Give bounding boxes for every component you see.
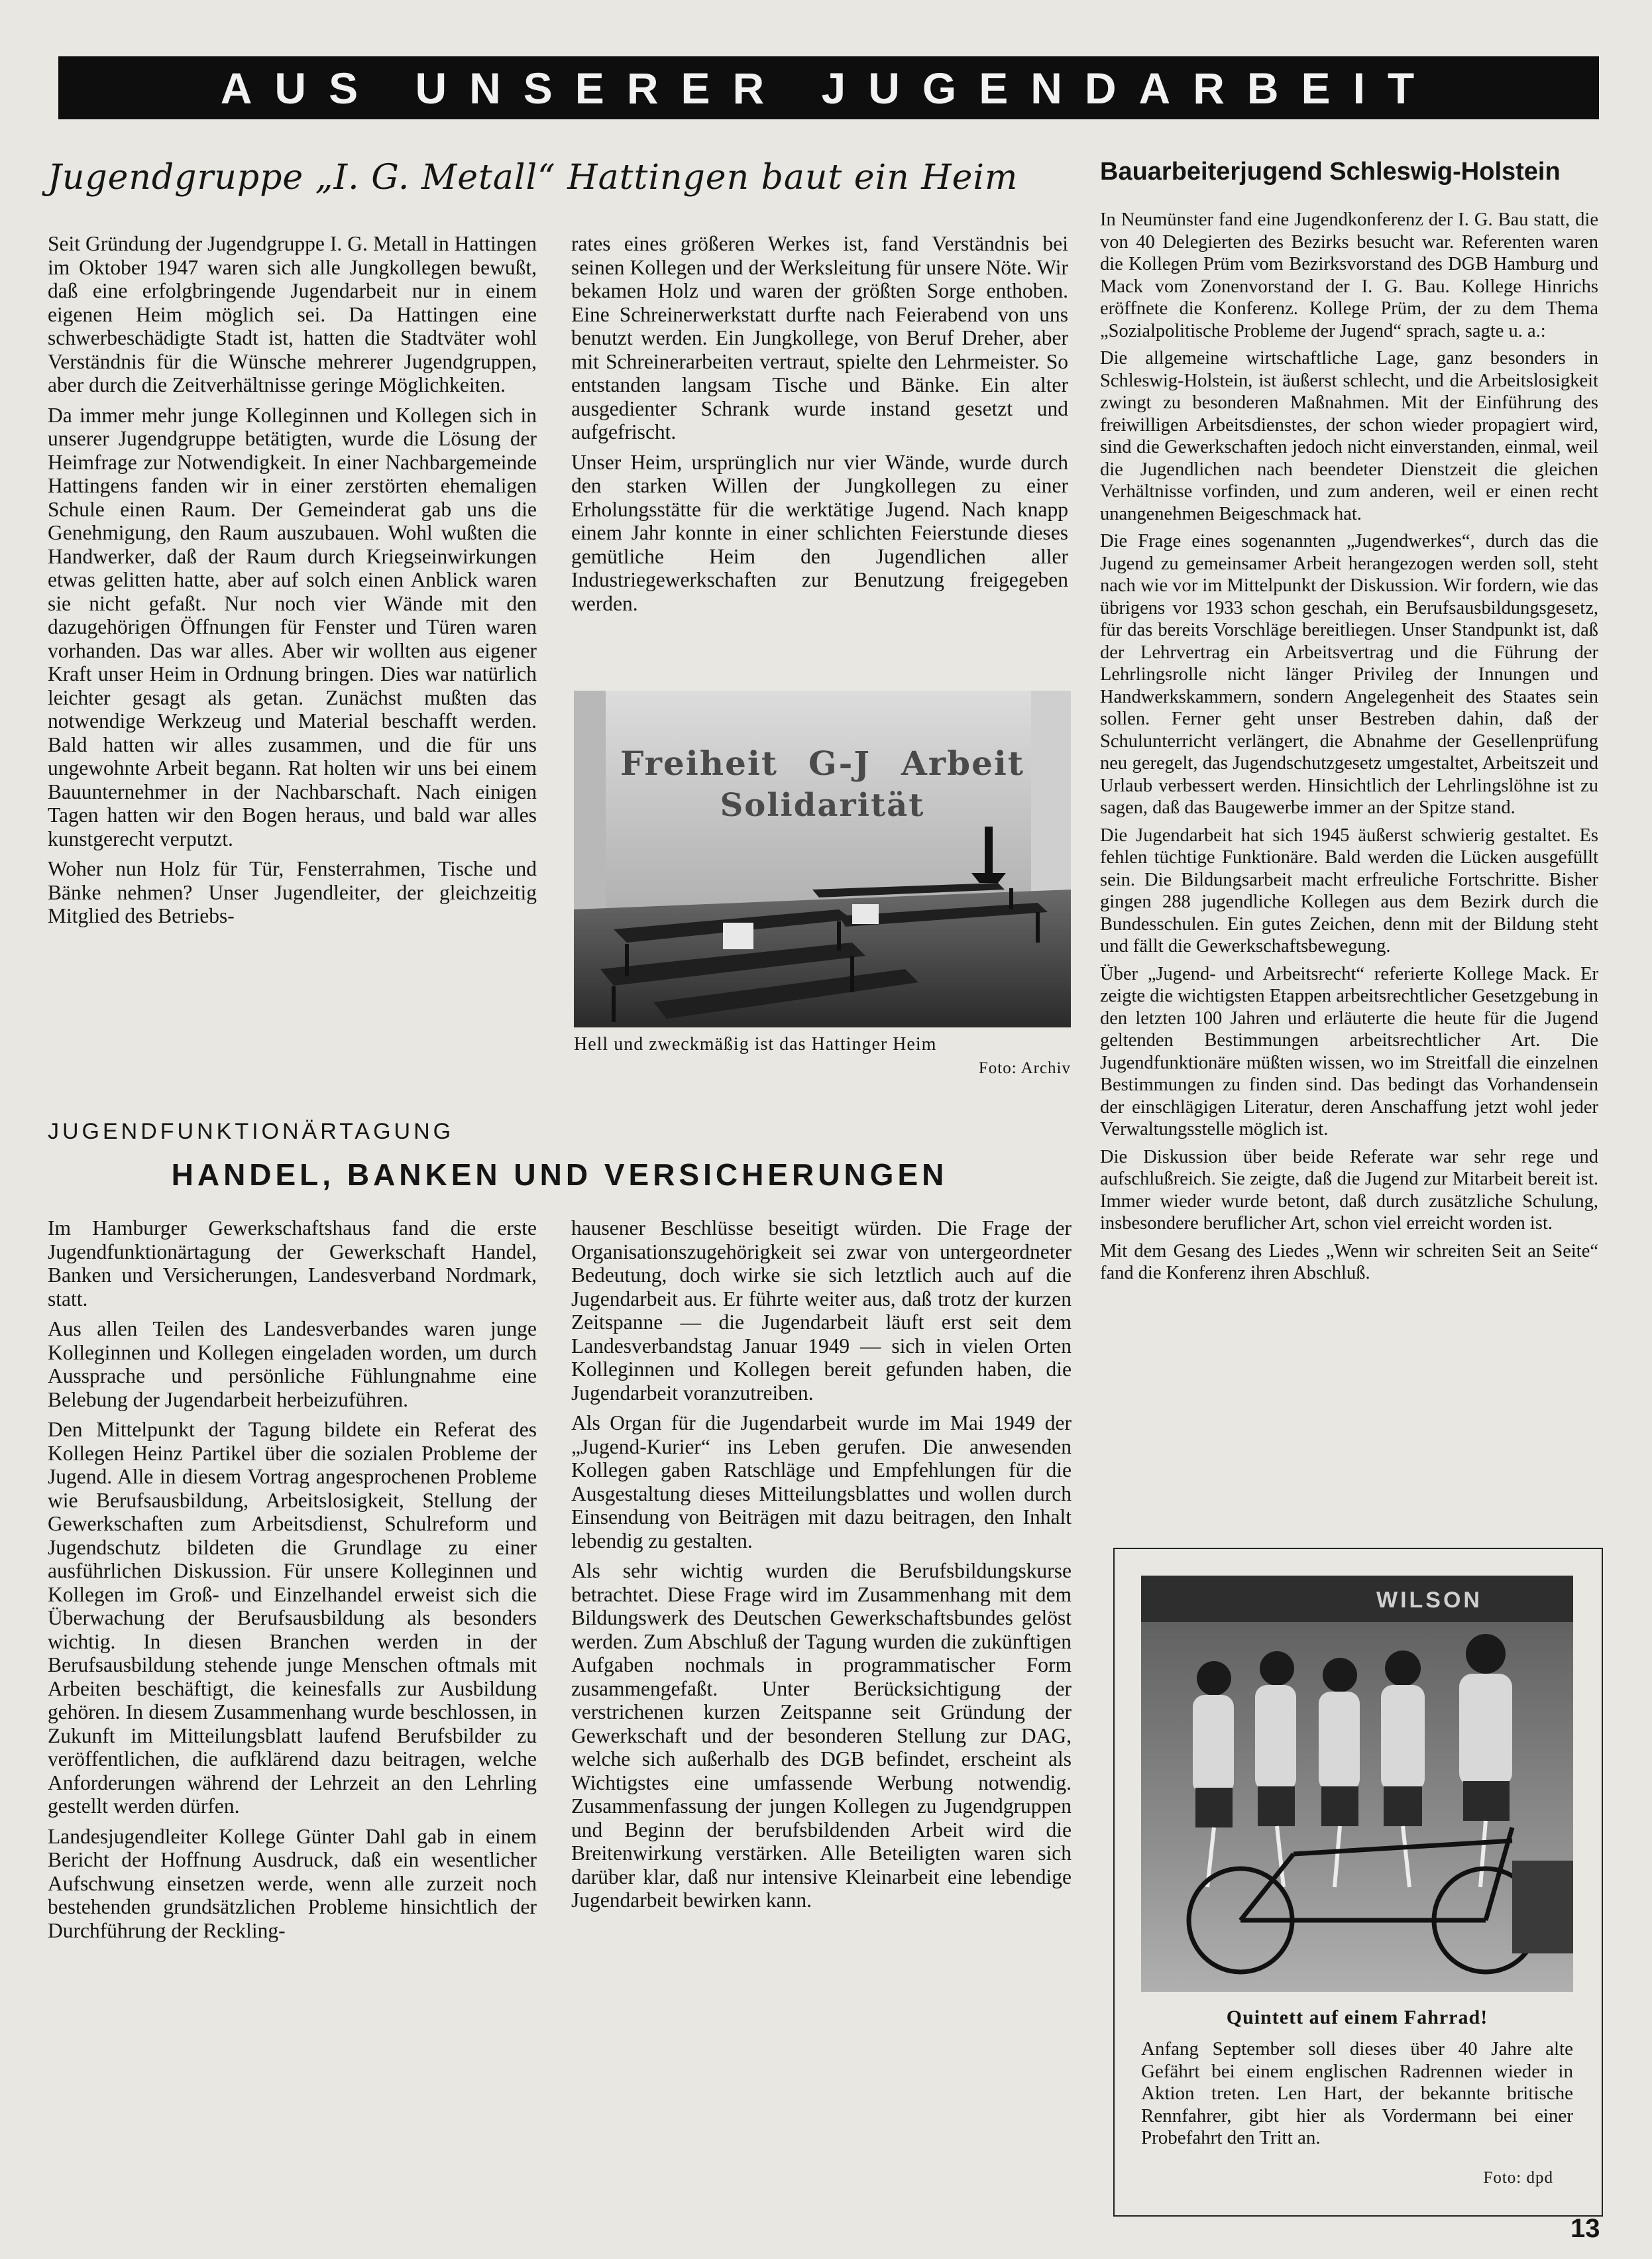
photo-box-paragraph: Anfang September soll dieses über 40 Jahre alte Gefährt bei einem englischen Radrennen wieder in Aktion treten. Len Hart, der bekannte britische Rennfahrer, gibt hier als Vordermann bei einer Probefahrt den Tritt an. [1141, 2038, 1573, 2148]
wall-word-freiheit: Freiheit [620, 744, 779, 783]
article2-paragraph: In Neumünster fand eine Jugendkonferenz der I. G. Bau statt, die von 40 Delegierten des Bezirks besucht war. Referenten waren die Kollegen Prüm vom Bezirksvorstand des DGB Hamburg und Mack vom Zonenvorstand der I. G. Bau. Kollege Hinrichs eröffnete die Konferenz. Kollege Prüm, der zu dem Thema „Sozialpolitische Probleme der Jugend“ sprach, sagte u. a.: [1100, 209, 1598, 341]
wall-word-solidaritaet: Solidarität [720, 787, 925, 824]
article2-paragraph: Über „Jugend- und Arbeitsrecht“ referierte Kollege Mack. Er zeigte die wichtigsten Etappen arbeitsrechtlicher Gesetzgebung in den letzten 100 Jahren und erläuterte die heute für die Jugend geltenden Bestimmungen arbeitsrechtlicher Art. Die Jugendfunktionäre müßten wissen, wo im Streitfall die einzelnen Bestimmungen zu finden sind. Das bedingt das Vorhandensein der einschlägigen Literatur, deren Anschaffung jetzt wohl jeder Verwaltungsstelle möglich ist. [1100, 963, 1598, 1139]
tandem-bicycle-illustration [1141, 1576, 1573, 1992]
article1-column-1 [48, 232, 537, 928]
wall-word-gj: G-J [808, 744, 871, 783]
article1-paragraph: Da immer mehr junge Kolleginnen und Kollegen sich in unserer Jugendgruppe betätigten, wurde die Lösung der Heimfrage zur Notwendigkeit. In einer Nachbargemeinde Hattingens fanden wir in einer zerstörten ehemaligen Schule einen Raum. Der Gemeinderat gab uns die Genehmigung, den Raum auszubauen. Wohl wußten die Handwerker, daß der Raum durch Kriegseinwirkungen etwas gelitten hatte, aber auf solch einen Anblick waren sie nicht gefaßt. Nur noch vier Wände mit den dazugehörigen Öffnungen für Fenster und Türen waren vorhanden. Das war alles. Aber wir wollten aus eigener Kraft unser Heim in Ordnung bringen. Dies war natürlich leichter gesagt als getan. Zunächst mußten das notwendige Werkzeug und Material beschafft werden. Bald hatten wir alles zusammen, und die für uns ungewohnte Arbeit begann. Rat holten wir uns bei einem Bauunternehmer in der Nachbarschaft. Nach einigen Tagen hatten wir den Bogen heraus, und bald war alles kunstgerecht verputzt. [48, 403, 537, 850]
article2-paragraph: Die Frage eines sogenannten „Jugendwerkes“, durch das die Jugend zu gemeinsamer Arbeit herangezogen werden soll, steht nach wie vor im Mittelpunkt der Diskussion. Wir fordern, wie das übrigens vor 1933 schon geschah, ein Berufsausbildungsgesetz, für das bereits Vorschläge bereitliegen. Unser Standpunkt ist, daß der Lehrvertrag ein Arbeitsvertrag und die Führung der Lehrlingsrolle nicht länger Privileg der Innungen und Handwerkskammern, sondern Angelegenheit des Staates sein sollen. Ferner geht unser Bestreben dahin, daß der Schulunterricht verlängert, die Abnahme der Gesellenprüfung neu geregelt, das Jugendschutzgesetz umgestaltet, Arbeitszeit und Urlaub verbessert werden. Hinsichtlich der Lehrlingslöhne ist zu sagen, daß das Baugewerbe immer an der Spitze stand. [1100, 531, 1598, 818]
article2-paragraph: Die Jugendarbeit hat sich 1945 äußerst schwierig gestaltet. Es fehlen tüchtige Funktionäre. Bald werden die Lücken ausgefüllt sein. Die Bildungsarbeit macht erfreuliche Fortschritte. Bisher gingen 288 jugendliche Kollegen aus dem Bezirk durch die Bundesschulen. Ein gutes Zeichen, denn mit der Bildung steht und fällt die Gewerkschaftsbewegung. [1100, 825, 1598, 956]
article3-column-2 [571, 1216, 1072, 1912]
article2-headline: Bauarbeiterjugend Schleswig-Holstein [1100, 158, 1561, 186]
article1-paragraph: rates eines größeren Werkes ist, fand Verständnis bei seinen Kollegen und der Werksleitung für unsere Nöte. Wir bekamen Holz und waren der größten Sorge enthoben. Eine Schreinerwerkstatt durfte nach Feierabend von uns benutzt werden. Ein Jungkollege, von Beruf Dreher, aber mit Schreinerarbeiten vertraut, spielte den Lehrmeister. So entstanden langsam Tische und Bänke. Ein alter ausgedienter Schrank wurde instand gesetzt und aufgefrischt. [571, 232, 1068, 443]
article3-paragraph: hausener Beschlüsse beseitigt würden. Die Frage der Organisationszugehörigkeit sei zwar von untergeordneter Bedeutung, doch wirke sie sich letztlich auch auf die Jugendarbeit aus. Er führte weiter aus, daß trotz der kurzen Zeitspanne — die Jugendarbeit läuft erst seit dem Landesverbandstag Januar 1949 — sich in vielen Orten Kolleginnen und Kollegen bereit gefunden haben, die Jugendarbeit voranzutreiben. [571, 1216, 1072, 1405]
heim-room-illustration [574, 691, 1071, 1027]
article2-paragraph: Die Diskussion über beide Referate war sehr rege und aufschlußreich. Sie zeigte, daß die Jugend zur Mitarbeit bereit ist. Immer wieder wurde betont, daß durch zusätzliche Schulung, insbesondere beruflicher Art, schon viel erreicht worden ist. [1100, 1146, 1598, 1234]
section-banner: AUS UNSERER JUGENDARBEIT [58, 56, 1599, 119]
wall-slogan [620, 744, 1024, 837]
article2-column [1100, 209, 1598, 1285]
article3-kicker: JUGENDFUNKTIONÄRTAGUNG [48, 1119, 455, 1144]
article3-paragraph: Aus allen Teilen des Landesverbandes waren junge Kolleginnen und Kollegen eingeladen worden, um durch Aussprache und persönliche Fühlungnahme eine Belebung der Jugendarbeit herbeizuführen. [48, 1317, 537, 1411]
photo-box-title: Quintett auf einem Fahrrad! [1226, 2006, 1488, 2028]
article1-paragraph: Unser Heim, ursprünglich nur vier Wände, wurde durch den starken Willen der Jungkollegen zu einer Erholungsstätte für die werktätige Jugend. Nach knapp einem Jahr konnte in einer schlichten Feierstunde dieses gemütliche Heim den Jugendlichen aller Industriegewerkschaften zur Benutzung freigegeben werden. [571, 450, 1068, 615]
article2-paragraph: Die allgemeine wirtschaftliche Lage, ganz besonders in Schleswig-Holstein, ist äußerst schlecht, und die Arbeitslosigkeit zwingt zu besonderen Maßnahmen. Mit der Einführung des freiwilligen Arbeitsdienstes, der schon wieder propagiert wird, sind die Gewerkschaften jedoch nicht einverstanden, einmal, weil die Jugendlichen nach beendeter Dienstzeit die gleichen Verhältnisse vorfinden, und zum anderen, weil er einen recht unangenehmen Beigeschmack hat. [1100, 348, 1598, 524]
article1-paragraph: Seit Gründung der Jugendgruppe I. G. Metall in Hattingen im Oktober 1947 waren sich alle Jungkollegen bewußt, daß eine erfolgbringende Jugendarbeit nur in einem eigenen Heim möglich sei. Da Hattingen eine schwerbeschädigte Stadt ist, hatten die Stadtväter wohl Verständnis für die Wünsche mehrerer Jugendgruppen, aber durch die Zeitverhältnisse geringe Möglichkeiten. [48, 232, 537, 396]
article3-column-1 [48, 1216, 537, 1942]
wall-word-arbeit: Arbeit [901, 744, 1024, 783]
sign-text: WILSON [1376, 1588, 1482, 1613]
article1-paragraph: Woher nun Holz für Tür, Fensterrahmen, Tische und Bänke nehmen? Unser Jugendleiter, der gleichzeitig Mitglied des Betriebs- [48, 857, 537, 927]
article3-paragraph: Im Hamburger Gewerkschaftshaus fand die erste Jugendfunktionärtagung der Gewerkschaft Handel, Banken und Versicherungen, Landesverband Nordmark, statt. [48, 1216, 537, 1310]
bicycle-photo-box [1113, 1548, 1603, 2217]
article3-headline: HANDEL, BANKEN UND VERSICHERUNGEN [171, 1157, 948, 1192]
article1-headline: Jugendgruppe „I. G. Metall“ Hattingen baut ein Heim [48, 158, 1019, 198]
article3-paragraph: Landesjugendleiter Kollege Günter Dahl gab in einem Bericht der Hoffnung Ausdruck, daß ein wesentlicher Aufschwung einsetzen werde, wenn alle zurzeit noch bestehenden grundsätzlichen Probleme hinsichtlich der Durchführung der Reckling- [48, 1824, 537, 1942]
hattingen-heim-photo [574, 691, 1071, 1027]
article2-paragraph: Mit dem Gesang des Liedes „Wenn wir schreiten Seit an Seite“ fand die Konferenz ihren Abschluß. [1100, 1240, 1598, 1283]
article3-paragraph: Als sehr wichtig wurden die Berufsbildungskurse betrachtet. Diese Frage wird im Zusammenhang mit dem Bildungswerk des Deutschen Gewerkschaftsbundes gelöst werden. Zum Abschluß der Tagung wurden die zukünftigen Aufgaben nochmals in programmatischer Form zusammengefaßt. Unter Berücksichtigung der verstrichenen kurzen Zeitspanne seit Gründung der Gewerkschaft und der besonderen Stellung zur DAG, welche sich außerhalb des DGB befindet, erscheint als Wichtigstes eine umfassende Werbung notwendig. Zusammenfassung der jungen Kollegen zu Jugendgruppen und Beginn der berufsbildenden Arbeit wird die Breitenwirkung verstärken. Alle Beteiligten waren sich darüber klar, daß nur intensive Kleinarbeit eine lebendige Jugendarbeit bewirken kann. [571, 1559, 1072, 1912]
article3-paragraph: Den Mittelpunkt der Tagung bildete ein Referat des Kollegen Heinz Partikel über die sozialen Probleme der Jugend. Alle in diesem Vortrag angesprochenen Probleme wie Berufsausbildung, Arbeitslosigkeit, Stellung der Gewerkschaften zum Arbeitsdienst, Schulreform und Jugendschutz bildeten die Grundlage zu einer ausführlichen Diskussion. Für unsere Kolleginnen und Kollegen im Groß- und Einzelhandel erweist sich die Überwachung der Berufsausbildung als besonders wichtig. In diesen Branchen werden in der Berufsausbildung stehende junge Menschen oftmals mit Arbeiten beschäftigt, die keinesfalls zur Ausbildung gehören. In diesem Zusammenhang wurde beschlossen, in Zukunft im Mitteilungsblatt laufend Berufsbilder zu veröffentlichen, die aufklärend dazu beitragen, welche Anforderungen während der Lehrzeit an den Lehrling gestellt werden dürfen. [48, 1418, 537, 1818]
page-number: 13 [1570, 2214, 1600, 2243]
article1-column-2 [571, 232, 1068, 615]
photo-credit: Foto: Archiv [978, 1059, 1071, 1077]
photo-caption: Hell und zweckmäßig ist das Hattinger Heim [574, 1034, 937, 1055]
quintet-bicycle-photo [1141, 1576, 1573, 1992]
photo-box-text [1141, 2038, 1573, 2150]
article3-paragraph: Als Organ für die Jugendarbeit wurde im Mai 1949 der „Jugend-Kurier“ ins Leben gerufen. Die anwesenden Kollegen gaben Ratschläge und Empfehlungen für die Ausgestaltung dieses Mitteilungsblattes und wollen durch Einsendung von Beiträgen mit dazu beitragen, den Inhalt lebendig zu gestalten. [571, 1411, 1072, 1552]
photo-box-credit: Foto: dpd [1483, 2169, 1553, 2187]
